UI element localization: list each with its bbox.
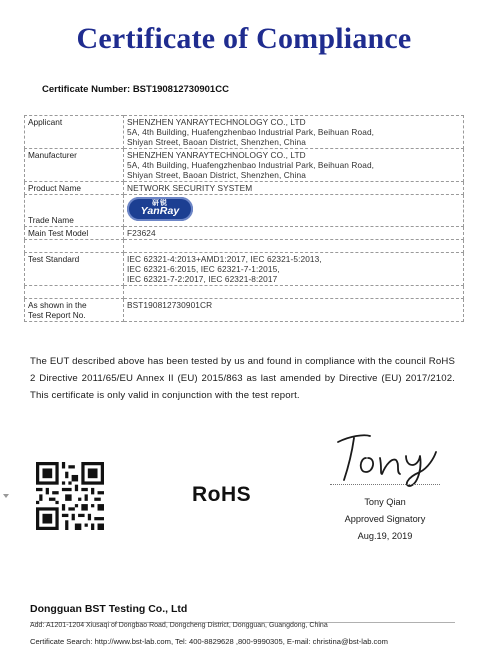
main-test-model-value: F23624 — [124, 227, 464, 240]
compliance-statement: The EUT described above has been tested by us and found in compliance with the council RoHS 2 Directive 2011/65/EU Annex II (EU) 2015/863 as last amended by Directive (EU) 2017/2102. This certificate is only valid in conjunction with the test report. — [30, 356, 455, 401]
standard-line: IEC 62321-4:2013+AMD1:2017, IEC 62321-5:2013, — [127, 254, 322, 264]
table-row-manufacturer — [25, 149, 464, 182]
certificate-number-value: BST190812730901CC — [132, 84, 229, 95]
signatory-name: Tony Qian — [364, 497, 406, 507]
spacer-cell — [25, 286, 124, 299]
table-row-report — [25, 299, 464, 322]
signature-line — [330, 484, 440, 485]
standard-line: IEC 62321-6:2015, IEC 62321-7-1:2015, — [127, 264, 280, 274]
signatory-role: Approved Signatory — [344, 514, 426, 524]
table-row-standard — [25, 253, 464, 286]
applicant-line: SHENZHEN YANRAYTECHNOLOGY CO., LTD — [127, 117, 306, 127]
product-name-label: Product Name — [25, 182, 124, 195]
standard-line: IEC 62321-7-2:2017, IEC 62321-8:2017 — [127, 274, 278, 284]
applicant-label: Applicant — [25, 116, 124, 149]
applicant-value — [124, 116, 464, 149]
test-report-label-line: Test Report No. — [28, 310, 86, 320]
issuer-company-name: Dongguan BST Testing Co., Ltd — [30, 603, 188, 615]
table-row-applicant — [25, 116, 464, 149]
spacer-cell — [124, 286, 464, 299]
certificate-number — [42, 84, 229, 95]
certificate-number-label: Certificate Number: — [42, 84, 131, 95]
certificate-search-info: Certificate Search: http://www.bst-lab.com, Tel: 400-8829628 ,800-9990305, E-mail: christina@bst-lab.com — [30, 637, 388, 646]
signatory-date: Aug.19, 2019 — [357, 531, 413, 541]
certificate-details-table — [24, 115, 464, 322]
main-test-model-label: Main Test Model — [25, 227, 124, 240]
table-row-spacer — [25, 286, 464, 299]
margin-marker — [3, 494, 9, 498]
manufacturer-label: Manufacturer — [25, 149, 124, 182]
signatory-block — [316, 494, 454, 545]
spacer-cell — [25, 240, 124, 253]
table-row-model — [25, 227, 464, 240]
applicant-line: Shiyan Street, Baoan District, Shenzhen, China — [127, 137, 306, 147]
test-report-value: BST190812730901CR — [124, 299, 464, 322]
test-report-label — [25, 299, 124, 322]
logo-chinese-text: 研锐 — [152, 200, 168, 207]
manufacturer-line: SHENZHEN YANRAYTECHNOLOGY CO., LTD — [127, 150, 306, 160]
trade-name-label: Trade Name — [25, 195, 124, 227]
yanray-logo — [127, 197, 193, 221]
test-report-label-line: As shown in the — [28, 300, 87, 310]
rohs-mark: RoHS — [192, 483, 252, 506]
test-standard-label: Test Standard — [25, 253, 124, 286]
table-row-spacer — [25, 240, 464, 253]
manufacturer-value — [124, 149, 464, 182]
manufacturer-line: 5A, 4th Building, Huafengzhenbao Industrial Park, Beihuan Road, — [127, 160, 375, 170]
applicant-line: 5A, 4th Building, Huafengzhenbao Industrial Park, Beihuan Road, — [127, 127, 375, 137]
manufacturer-line: Shiyan Street, Baoan District, Shenzhen, China — [127, 170, 306, 180]
certificate-title: Certificate of Compliance — [76, 22, 412, 55]
handwritten-signature — [330, 428, 440, 488]
qr-code-icon — [36, 462, 104, 530]
issuer-address: Add: A1201-1204 Xiusaqi of Dongbao Road, Dongcheng District, Dongguan, Guangdong, China — [30, 622, 328, 629]
table-row-product — [25, 182, 464, 195]
logo-brand-text: YanRay — [140, 205, 180, 217]
spacer-cell — [124, 240, 464, 253]
table-row-trade-name — [25, 195, 464, 227]
trade-name-value — [124, 195, 464, 227]
product-name-value: NETWORK SECURITY SYSTEM — [124, 182, 464, 195]
test-standard-value — [124, 253, 464, 286]
